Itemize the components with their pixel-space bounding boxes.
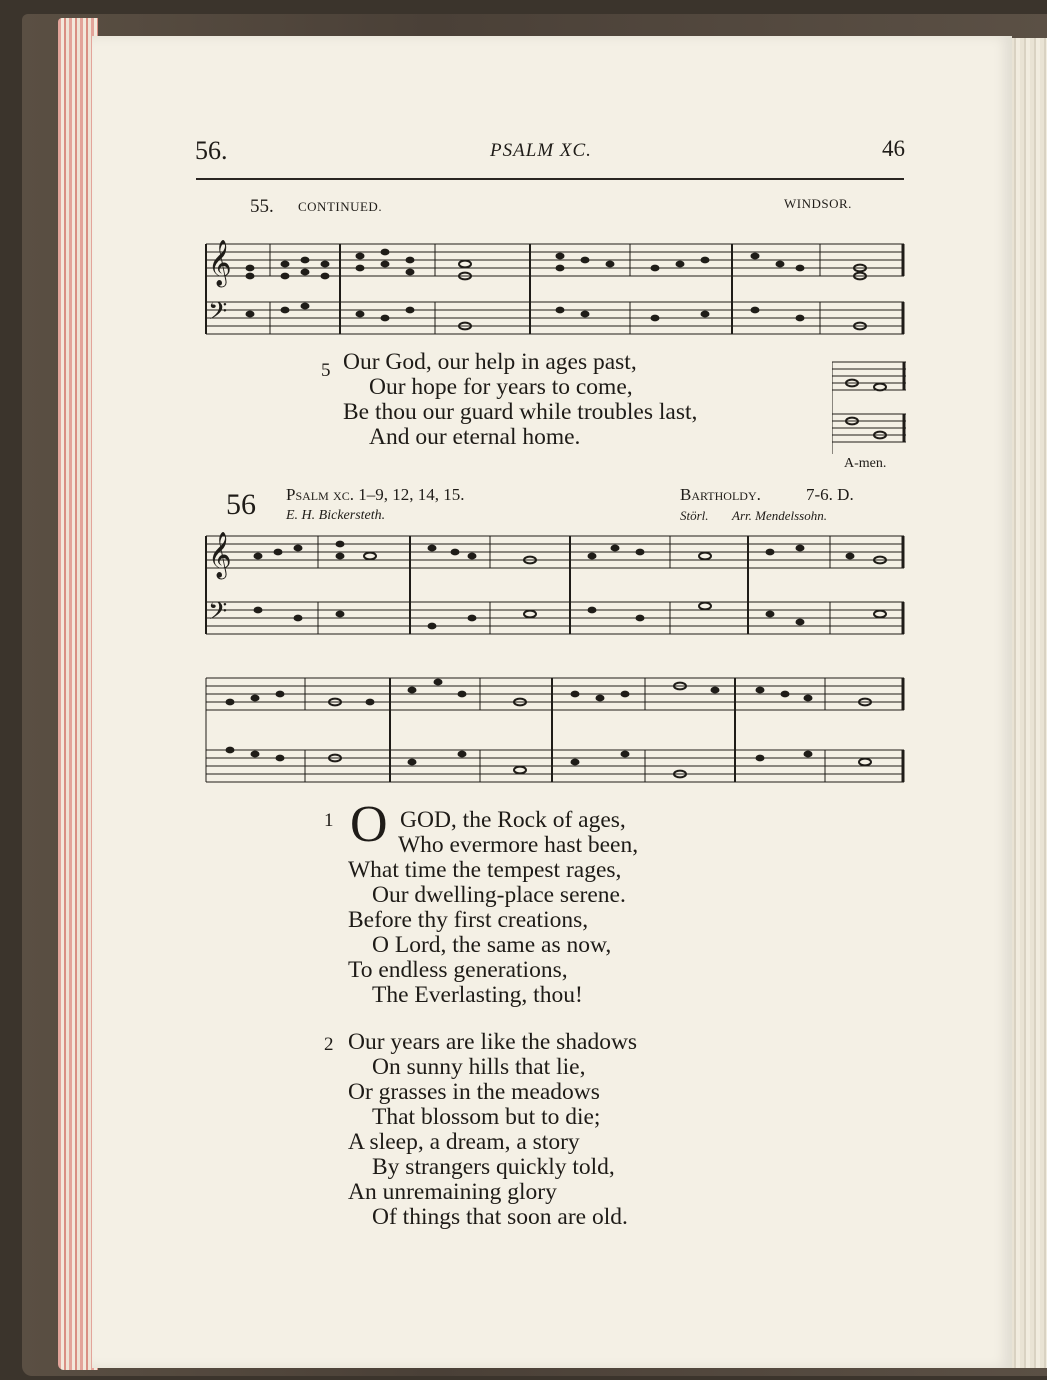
hymn-55-line-1: Our God, our help in ages past,: [343, 349, 637, 375]
hymn-56-verse-1-line-8: The Everlasting, thou!: [372, 982, 583, 1008]
svg-text:𝄢: 𝄢: [208, 297, 228, 332]
hymn-56-music-system-2: [200, 666, 910, 786]
hymn-56-composer: Störl.: [680, 508, 709, 523]
hymn-56-number: 56: [226, 488, 256, 521]
hymn-55-line-3: Be thou our guard while troubles last,: [343, 399, 698, 425]
hymn-55-line-4: And our eternal home.: [369, 424, 581, 450]
hymn-56-verse-1-line-1: GOD, the Rock of ages,: [400, 807, 626, 833]
header-rule: [196, 178, 904, 180]
svg-text:𝄢: 𝄢: [208, 597, 228, 632]
hymn-55-line-2: Our hope for years to come,: [369, 374, 633, 400]
hymn-56-verse-1-line-4: Our dwelling-place serene.: [372, 882, 626, 908]
hymn-56-author: E. H. Bickersteth.: [286, 508, 386, 523]
amen-music: [832, 354, 912, 454]
hymn-56-verse-1-line-3: What time the tempest rages,: [348, 857, 622, 883]
hymnal-page: [92, 36, 1012, 1368]
hymn-55-continued: CONTINUED.: [298, 199, 383, 214]
hymn-56-verse-2-line-3: Or grasses in the meadows: [348, 1079, 600, 1105]
amen-label: A-men.: [844, 456, 887, 471]
hymn-56-arranger: Arr. Mendelssohn.: [732, 508, 827, 523]
hymn-56-music-system-1: [200, 528, 910, 648]
hymn-56-verse-2-line-4: That blossom but to die;: [372, 1104, 601, 1130]
hymn-56-verse-1-number: 1: [324, 810, 334, 831]
hymn-56-verse-2-line-6: By strangers quickly told,: [372, 1154, 615, 1180]
svg-text:𝄞: 𝄞: [208, 240, 232, 286]
hymn-56-reference: Psalm xc. 1–9, 12, 14, 15.: [286, 485, 465, 504]
running-head-title: PSALM XC.: [490, 140, 592, 161]
page-number: 46: [882, 136, 905, 161]
hymn-55-music: [200, 216, 910, 341]
hymn-56-verse-2-line-2: On sunny hills that lie,: [372, 1054, 586, 1080]
hymn-56-verse-1-line-7: To endless generations,: [348, 957, 568, 983]
hymn-56-verse-2-number: 2: [324, 1034, 334, 1055]
drop-cap-initial: O: [350, 796, 388, 853]
hymn-55-tune: WINDSOR.: [784, 196, 852, 211]
hymn-56-verse-1-line-6: O Lord, the same as now,: [372, 932, 612, 958]
svg-text:𝄞: 𝄞: [208, 532, 232, 578]
hymn-56-verse-1-line-5: Before thy first creations,: [348, 907, 589, 933]
hymn-56-verse-2-line-8: Of things that soon are old.: [372, 1204, 628, 1230]
hymn-55-verse-number: 5: [321, 360, 331, 381]
hymn-56-verse-2-line-5: A sleep, a dream, a story: [348, 1129, 580, 1155]
hymn-55-number: 55.: [250, 196, 274, 217]
hymn-56-verse-1-line-2: Who evermore hast been,: [398, 832, 639, 858]
hymn-56-meter: 7-6. D.: [806, 485, 854, 504]
hymn-56-verse-2-line-1: Our years are like the shadows: [348, 1029, 638, 1055]
noteheads: [246, 249, 867, 330]
hymn-56-verse-2-line-7: An unremaining glory: [348, 1179, 557, 1205]
running-head-number: 56.: [195, 136, 228, 165]
hymn-56-tune: Bartholdy.: [680, 485, 761, 504]
